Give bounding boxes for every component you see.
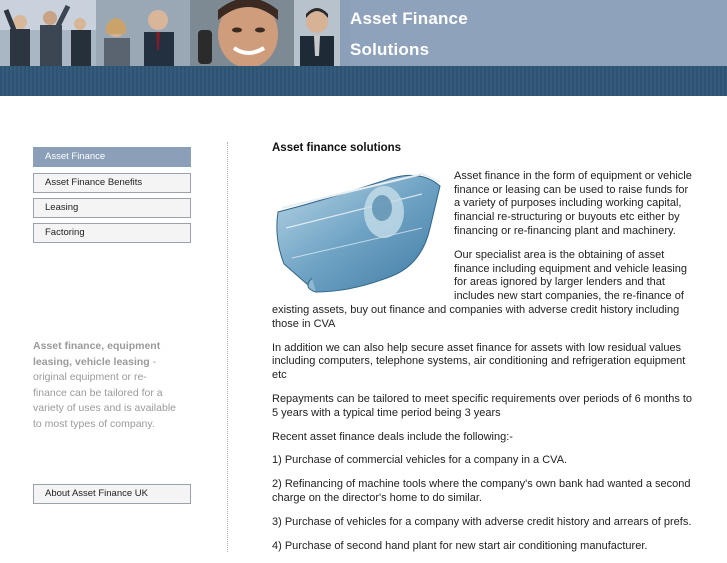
header-banner xyxy=(0,0,727,66)
page-title: Asset finance solutions xyxy=(272,142,402,154)
header-band xyxy=(0,66,727,96)
deal-item-1: 1) Purchase of commercial vehicles for a company in a CVA. xyxy=(272,454,568,467)
paragraph-5: Recent asset finance deals include the following:- xyxy=(272,430,513,443)
main-content xyxy=(272,142,697,563)
paragraph-1: Asset finance in the form of equipment or vehicle finance or leasing can be used to raise funds for a variety of purposes including working capital, financial re-structuring or buyouts etc either by financing or re-financing plant and machinery. xyxy=(454,169,692,237)
businessman-photo xyxy=(294,0,340,66)
sidebar-blurb xyxy=(33,339,178,432)
sidebar-item-leasing[interactable]: Leasing xyxy=(33,198,191,218)
business-team-photo xyxy=(0,0,96,66)
sidebar-blurb-bold: Asset finance, equipment leasing, vehicle leasing xyxy=(33,340,161,368)
sidebar-item-asset-finance-benefits[interactable]: Asset Finance Benefits xyxy=(33,173,191,193)
brand-title-line1: Asset Finance xyxy=(350,9,468,28)
column-divider xyxy=(227,142,228,552)
businesswoman-photo xyxy=(96,0,190,66)
man-on-phone-photo xyxy=(190,0,294,66)
paragraph-3: In addition we can also help secure asset finance for assets with low residual values including computers, telephone systems, air conditioning and refrigeration equipment etc xyxy=(272,341,686,382)
banknote-image xyxy=(272,168,448,296)
deal-item-2: 2) Refinancing of machine tools where the company's own bank had wanted a second charge on the director's home to do similar. xyxy=(272,478,691,504)
paragraph-4: Repayments can be tailored to meet specific requirements over periods of 6 months to 5 years with a typical time period being 3 years xyxy=(272,392,693,419)
sidebar-item-asset-finance[interactable]: Asset Finance xyxy=(33,147,191,167)
paragraph-2: Our specialist area is the obtaining of asset finance including equipment and vehicle leasing for areas ignored by larger lenders and that includes new start companies, the re-finance of existing assets, buy out finance and companies with adverse credit history including those in CVA xyxy=(272,248,687,330)
brand-title-line2: Solutions xyxy=(350,40,430,59)
sidebar-item-about[interactable]: About Asset Finance UK xyxy=(33,484,191,504)
sidebar-item-factoring[interactable]: Factoring xyxy=(33,223,191,243)
deal-item-4: 4) Purchase of second hand plant for new start air conditioning manufacturer. xyxy=(272,539,648,552)
deal-item-3: 3) Purchase of vehicles for a company with adverse credit history and arrears of prefs. xyxy=(272,515,692,528)
sidebar-blurb-text: - original equipment or re-finance can be tailored for a variety of uses and is available to most types of company. xyxy=(33,355,176,430)
